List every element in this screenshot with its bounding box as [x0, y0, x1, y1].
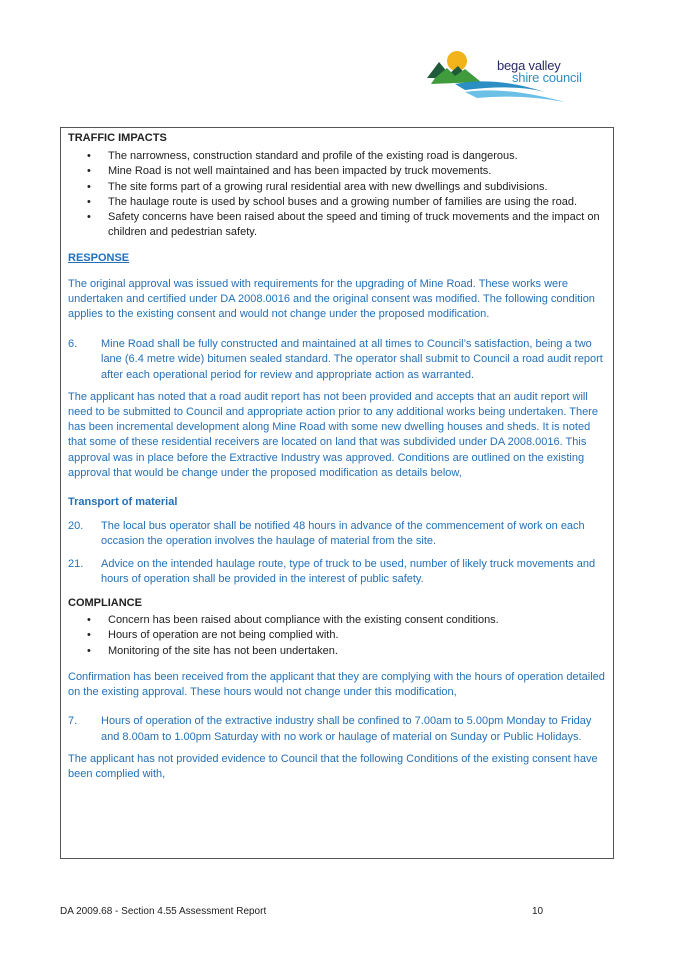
footer-page-number: 10 — [532, 906, 544, 917]
transport-heading: Transport of material — [68, 496, 178, 509]
response-paragraph-2: The applicant has noted that a road audit report has not been provided and accepts that an audit report will need to be submitted to Council and appropriate action prior to any additional works being undertaken. There has been incremental development along Mine Road with some new dwelling houses and sheds. It is noted that some of these residential receivers are located on land that was subdivided under DA 2008.0016. This approval was in place before the Extractive Industry was approved. Conditions are outlined on the existing approval that would be change under the proposed modification as details below, — [68, 390, 598, 479]
condition-number: 20. — [68, 520, 84, 533]
compliance-paragraph-1: Confirmation has been received from the applicant that they are complying with the hours of operation detailed on the existing approval. These hours would not change under this modification, — [68, 670, 605, 699]
compliance-paragraph-2: The applicant has not provided evidence to Council that the following Conditions of the existing consent have been complied with, — [68, 752, 598, 780]
condition-number: 6. — [68, 338, 78, 351]
condition-text: Hours of operation of the extractive industry shall be confined to 7.00am to 5.00pm Monday to Friday and 8.00am to 1.00pm Saturday with no work or haulage of material on Sunday or Public Holidays. — [101, 715, 592, 743]
condition-20 — [68, 519, 607, 549]
condition-number: 21. — [68, 557, 84, 570]
response-paragraph-1: The original approval was issued with requirements for the upgrading of Mine Road. These works were undertaken and certified under DA 2008.0016 and the original consent was modified. The following condition applies to the existing consent and would not change under the proposed modification. — [68, 277, 595, 321]
condition-number: 7. — [68, 715, 78, 728]
compliance-heading: COMPLIANCE — [68, 597, 142, 610]
traffic-heading: TRAFFIC IMPACTS — [68, 132, 167, 144]
traffic-bullets — [68, 149, 607, 240]
list-item: • The site forms part of a growing rural residential area with new dwellings and subdivisions. — [108, 180, 607, 195]
footer-report-title: DA 2009.68 - Section 4.55 Assessment Report — [60, 906, 267, 917]
response-heading: RESPONSE — [68, 252, 130, 265]
list-item: • Monitoring of the site has not been undertaken. — [108, 644, 607, 659]
list-item: • Hours of operation are not being complied with. — [108, 628, 607, 643]
list-item: • Safety concerns have been raised about the speed and timing of truck movements and the impact on children and pedestrian safety. — [108, 210, 607, 240]
list-item: • Concern has been raised about compliance with the existing consent conditions. — [108, 613, 607, 628]
list-item: • The narrowness, construction standard and profile of the existing road is dangerous. — [108, 149, 607, 164]
logo-text-line1: bega valley — [497, 58, 561, 73]
condition-text: Advice on the intended haulage route, type of truck to be used, number of likely truck movements and hours of operation shall be provided in the interest of public safety. — [101, 557, 596, 585]
condition-text: Mine Road shall be fully constructed and maintained at all times to Council’s satisfaction, being a two lane (6.4 metre wide) bitumen sealed standard. The operator shall submit to Council a road audit report after each operational period for review and appropriate action as warranted. — [101, 338, 603, 381]
council-logo — [425, 48, 595, 108]
condition-21 — [68, 557, 607, 587]
condition-7 — [68, 714, 607, 744]
list-item: • The haulage route is used by school buses and a growing number of families are using the road. — [108, 195, 607, 210]
logo-text-line2: shire council — [512, 70, 582, 85]
compliance-bullets — [68, 613, 607, 659]
condition-6 — [68, 337, 607, 383]
list-item: • Mine Road is not well maintained and has been impacted by truck movements. — [108, 164, 607, 179]
content-box — [60, 127, 614, 859]
condition-text: The local bus operator shall be notified 48 hours in advance of the commencement of work on each occasion the operation involves the haulage of material from the site. — [101, 520, 585, 548]
